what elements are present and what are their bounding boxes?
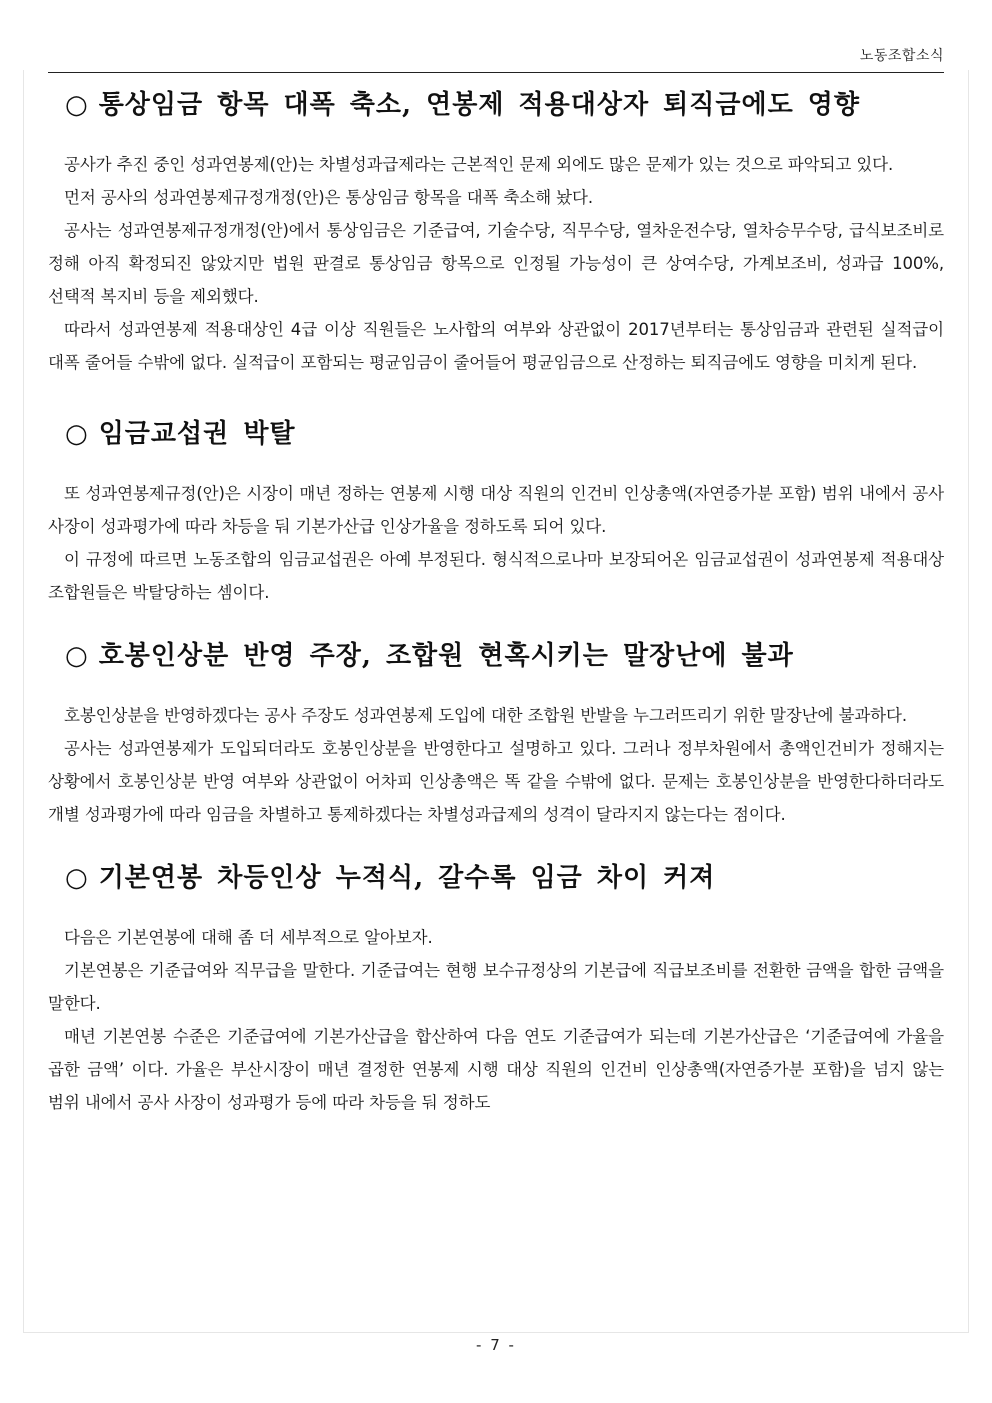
paragraph: 먼저 공사의 성과연봉제규정개정(안)은 통상임금 항목을 대폭 축소해 놨다. [64, 188, 594, 207]
header-title: 노동조합소식 [859, 48, 944, 64]
paragraph: 공사는 성과연봉제가 도입되더라도 호봉인상분을 반영한다고 설명하고 있다. 그러나 정부차원에서 총액인건비가 정해지는 상황에서 호봉인상분 반영 여부와 상관없이 어차피 인상총액은 똑 같을 수밖에 없다. 문제는 호봉인상분을 반영한다하더라도 개별 성과평가에 따라 임금을 차별하고 통제하겠다는 차별성과급제의 성격이 달라지지 않는다는 점이다. [48, 739, 944, 824]
section-pay-step [48, 633, 944, 831]
page-number: - 7 - [476, 1336, 516, 1354]
paragraph: 다음은 기본연봉에 대해 좀 더 세부적으로 알아보자. [64, 928, 433, 947]
section-title: 기본연봉 차등인상 누적식, 갈수록 임금 차이 커져 [98, 863, 716, 893]
section-ordinary-wage [48, 82, 944, 379]
section-bargaining-right [48, 411, 944, 609]
page-header [48, 40, 944, 73]
paragraph: 공사가 추진 중인 성과연봉제(안)는 차별성과급제라는 근본적인 문제 외에도 많은 문제가 있는 것으로 파악되고 있다. [64, 155, 894, 174]
circle-bullet-icon: ○ [65, 419, 89, 449]
paragraph: 이 규정에 따르면 노동조합의 임금교섭권은 아예 부정된다. 형식적으로나마 보장되어온 임금교섭권이 성과연봉제 적용대상 조합원들은 박탈당하는 셈이다. [48, 550, 944, 602]
paragraph: 따라서 성과연봉제 적용대상인 4급 이상 직원들은 노사합의 여부와 상관없이 2017년부터는 통상임금과 관련된 실적급이 대폭 줄어들 수밖에 없다. 실적급이 포함되는 평균임금이 줄어들어 평균임금으로 산정하는 퇴직금에도 영향을 미치게 된다. [48, 320, 944, 372]
paragraph: 공사는 성과연봉제규정개정(안)에서 통상임금은 기준급여, 기술수당, 직무수당, 열차운전수당, 열차승무수당, 급식보조비로 정해 아직 확정되진 않았지만 법원 판결로 통상임금 항목으로 인정될 가능성이 큰 상여수당, 가계보조비, 성과급 100%, 선택적 복지비 등을 제외했다. [48, 221, 944, 306]
section-heading [65, 633, 944, 679]
section-heading [65, 82, 944, 128]
section-heading [65, 855, 944, 901]
section-base-salary [48, 855, 944, 1119]
section-title: 통상임금 항목 대폭 축소, 연봉제 적용대상자 퇴직금에도 영향 [98, 90, 861, 120]
section-title: 임금교섭권 박탈 [98, 419, 296, 449]
circle-bullet-icon: ○ [65, 90, 89, 120]
paragraph: 기본연봉은 기준급여와 직무급을 말한다. 기준급여는 현행 보수규정상의 기본급에 직급보조비를 전환한 금액을 합한 금액을 말한다. [48, 961, 944, 1013]
paragraph: 또 성과연봉제규정(안)은 시장이 매년 정하는 연봉제 시행 대상 직원의 인건비 인상총액(자연증가분 포함) 범위 내에서 공사 사장이 성과평가에 따라 차등을 둬 기본가산급 인상가율을 정하도록 되어 있다. [48, 484, 944, 536]
section-heading [65, 411, 944, 457]
paragraph: 매년 기본연봉 수준은 기준급여에 기본가산급을 합산하여 다음 연도 기준급여가 되는데 기본가산급은 ‘기준급여에 가율을 곱한 금액’ 이다. 가율은 부산시장이 매년 결정한 연봉제 시행 대상 직원의 인건비 인상총액(자연증가분 포함)을 넘지 않는 범위 내에서 공사 사장이 성과평가 등에 따라 차등을 둬 정하도 [48, 1027, 944, 1112]
circle-bullet-icon: ○ [65, 863, 89, 893]
circle-bullet-icon: ○ [65, 641, 89, 671]
article-body [48, 82, 944, 1143]
paragraph: 호봉인상분을 반영하겠다는 공사 주장도 성과연봉제 도입에 대한 조합원 반발을 누그러뜨리기 위한 말장난에 불과하다. [64, 706, 907, 725]
section-title: 호봉인상분 반영 주장, 조합원 현혹시키는 말장난에 불과 [98, 641, 794, 671]
